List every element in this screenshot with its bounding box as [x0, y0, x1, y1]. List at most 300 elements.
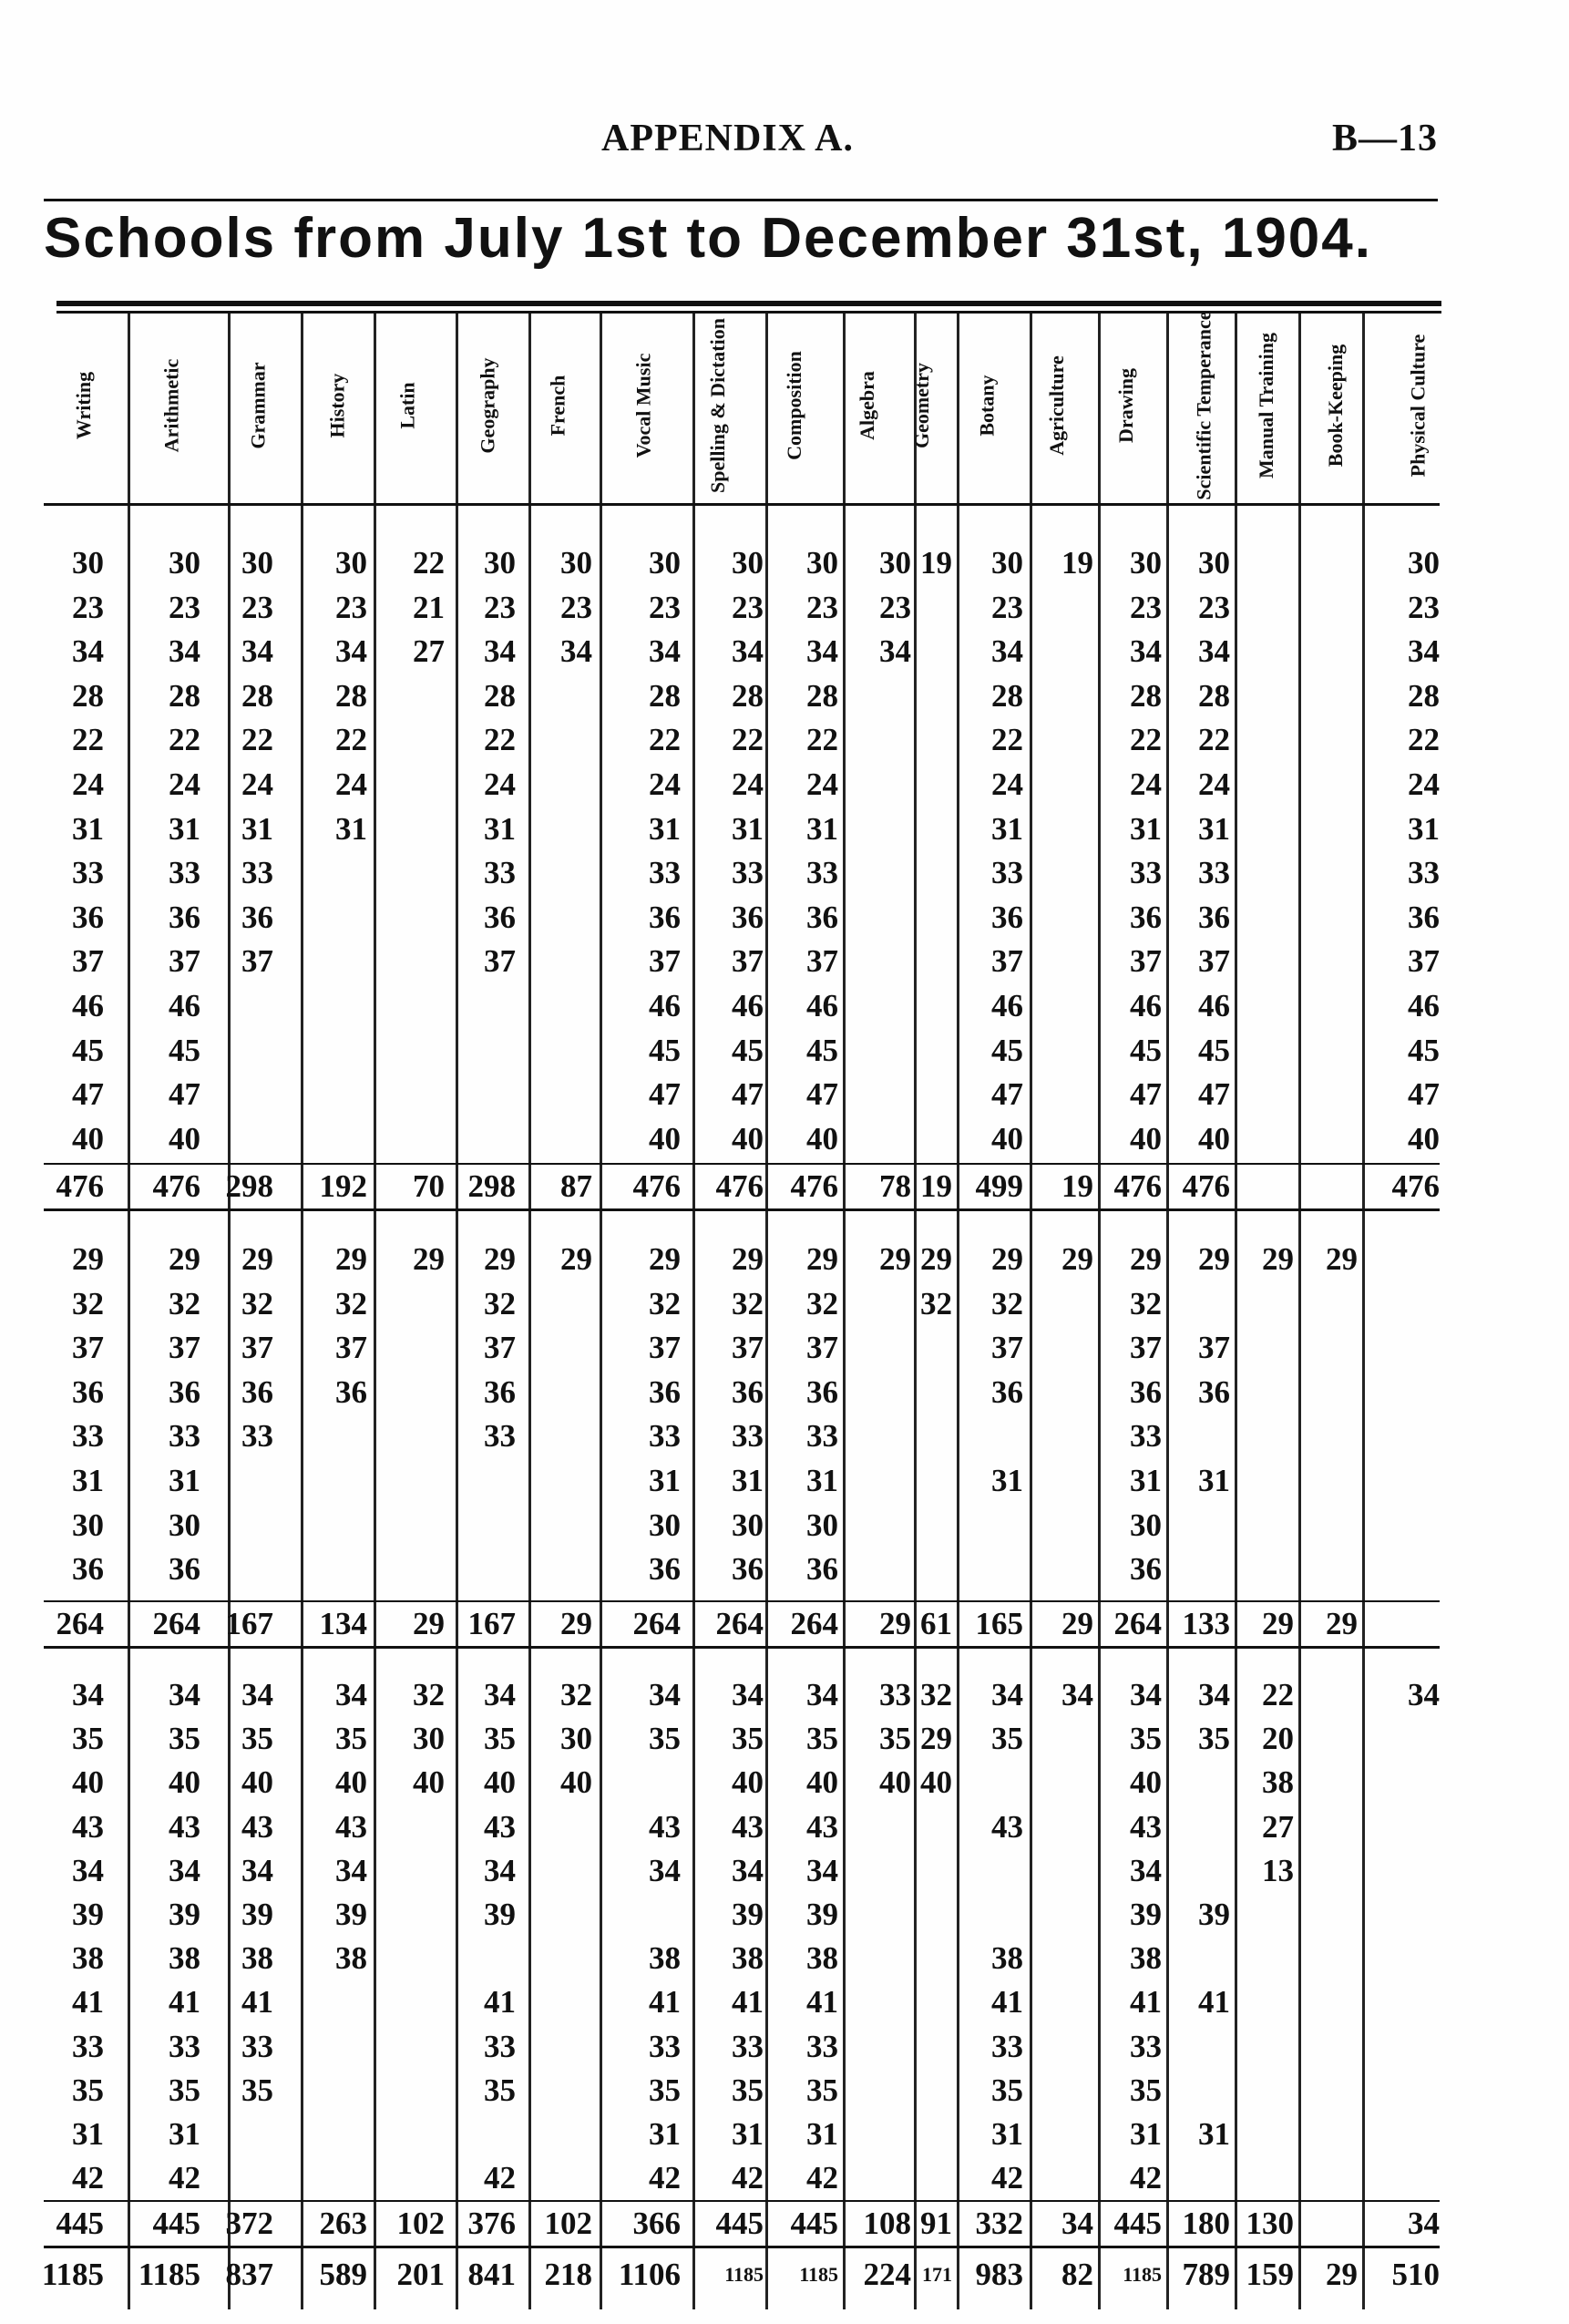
- table-cell: 29: [991, 1241, 1023, 1277]
- grand-total-cell: 837: [225, 2257, 273, 2292]
- subtotal-cell: 91: [920, 2206, 952, 2241]
- table-cell: 31: [72, 2116, 104, 2152]
- table-cell: 36: [1130, 899, 1162, 935]
- table-cell: 36: [484, 1373, 516, 1410]
- table-cell: 37: [1198, 943, 1230, 980]
- table-cell: 40: [413, 1764, 445, 1801]
- table-cell: 39: [1130, 1897, 1162, 1932]
- table-cell: 47: [991, 1076, 1023, 1113]
- grand-total-cell: 159: [1246, 2257, 1294, 2292]
- table-cell: 37: [241, 1330, 273, 1366]
- table-cell: 33: [241, 1418, 273, 1455]
- table-cell: 37: [806, 943, 838, 980]
- table-cell: 42: [649, 2160, 681, 2196]
- table-cell: 34: [72, 1852, 104, 1888]
- table-cell: 39: [72, 1897, 104, 1932]
- table-cell: 23: [72, 589, 104, 625]
- table-cell: 32: [649, 1285, 681, 1321]
- column-divider: [1298, 314, 1301, 2309]
- subtotal-cell: 167: [225, 1606, 273, 1641]
- table-cell: 35: [484, 1721, 516, 1757]
- grand-total-cell: 1106: [618, 2257, 681, 2292]
- section-divider-rule: [44, 1646, 1440, 1649]
- subtotal-cell: 264: [632, 1606, 681, 1641]
- table-cell: 23: [806, 589, 838, 625]
- table-cell: 40: [732, 1764, 764, 1801]
- table-cell: 34: [72, 1677, 104, 1712]
- table-cell: 32: [1130, 1285, 1162, 1321]
- page-title: Schools from July 1st to December 31st, 1904.: [44, 207, 1372, 270]
- table-cell: 41: [806, 1984, 838, 2021]
- table-cell: 34: [335, 1852, 367, 1888]
- table-cell: 21: [413, 589, 445, 625]
- table-cell: 37: [732, 1330, 764, 1366]
- table-cell: 31: [484, 810, 516, 847]
- table-cell: 34: [806, 1677, 838, 1712]
- subtotal-cell: 372: [225, 2206, 273, 2241]
- table-cell: 22: [335, 722, 367, 758]
- column-header-label: Latin: [395, 382, 419, 429]
- table-cell: 30: [1198, 545, 1230, 581]
- table-cell: 31: [72, 1463, 104, 1498]
- table-cell: 35: [732, 2072, 764, 2108]
- subtotal-cell: 29: [1061, 1606, 1093, 1641]
- table-cell: 38: [1262, 1764, 1294, 1801]
- table-cell: 34: [1061, 1677, 1093, 1712]
- subtotal-rule: [44, 2200, 1440, 2202]
- table-cell: 31: [1130, 1463, 1162, 1498]
- table-cell: 36: [484, 899, 516, 935]
- table-cell: 46: [991, 988, 1023, 1023]
- table-cell: 43: [241, 1808, 273, 1845]
- table-cell: 32: [991, 1285, 1023, 1321]
- table-cell: 19: [920, 545, 952, 581]
- table-cell: 33: [879, 1677, 911, 1712]
- table-cell: 33: [732, 855, 764, 891]
- table-cell: 40: [806, 1120, 838, 1157]
- table-cell: 33: [484, 855, 516, 891]
- table-cell: 38: [1130, 1940, 1162, 1977]
- subtotal-cell: 130: [1246, 2206, 1294, 2241]
- table-cell: 34: [1408, 633, 1440, 670]
- table-cell: 31: [649, 810, 681, 847]
- table-cell: 43: [732, 1808, 764, 1845]
- table-cell: 22: [169, 722, 200, 758]
- table-cell: 23: [991, 589, 1023, 625]
- column-divider: [600, 314, 602, 2309]
- table-cell: 40: [1130, 1120, 1162, 1157]
- table-cell: 34: [484, 1677, 516, 1712]
- table-cell: 23: [1130, 589, 1162, 625]
- table-cell: 34: [806, 633, 838, 670]
- table-cell: 22: [484, 722, 516, 758]
- table-cell: 32: [335, 1285, 367, 1321]
- table-cell: 31: [1198, 2116, 1230, 2152]
- table-cell: 31: [1408, 810, 1440, 847]
- table-cell: 46: [1408, 988, 1440, 1023]
- column-divider: [957, 314, 959, 2309]
- column-divider: [528, 314, 531, 2309]
- table-cell: 29: [732, 1241, 764, 1277]
- subtotal-cell: 264: [715, 1606, 764, 1641]
- table-cell: 29: [484, 1241, 516, 1277]
- table-cell: 37: [169, 1330, 200, 1366]
- table-cell: 30: [649, 1506, 681, 1543]
- table-cell: 40: [806, 1764, 838, 1801]
- table-cell: 34: [241, 1852, 273, 1888]
- subtotal-cell: 61: [920, 1606, 952, 1641]
- table-cell: 33: [1130, 855, 1162, 891]
- column-header: [456, 310, 520, 501]
- table-cell: 36: [72, 1551, 104, 1588]
- table-cell: 40: [241, 1764, 273, 1801]
- table-cell: 28: [484, 677, 516, 714]
- table-cell: 28: [335, 677, 367, 714]
- table-cell: 38: [649, 1940, 681, 1977]
- table-cell: 34: [732, 633, 764, 670]
- table-cell: 41: [72, 1984, 104, 2021]
- subtotal-cell: 102: [544, 2206, 592, 2241]
- table-cell: 24: [484, 766, 516, 802]
- table-cell: 41: [649, 1984, 681, 2021]
- table-cell: 45: [732, 1032, 764, 1068]
- table-cell: 39: [806, 1897, 838, 1932]
- table-cell: 31: [241, 810, 273, 847]
- subtotal-cell: 445: [790, 2206, 838, 2241]
- table-cell: 41: [991, 1984, 1023, 2021]
- column-header-label: Vocal Music: [631, 353, 654, 458]
- table-cell: 37: [991, 1330, 1023, 1366]
- table-cell: 37: [991, 943, 1023, 980]
- table-cell: 36: [806, 1551, 838, 1588]
- table-cell: 45: [169, 1032, 200, 1068]
- subtotal-cell: 34: [1061, 2206, 1093, 2241]
- table-cell: 45: [72, 1032, 104, 1068]
- table-cell: 32: [72, 1285, 104, 1321]
- table-cell: 45: [1130, 1032, 1162, 1068]
- grand-total-cell: 841: [467, 2257, 516, 2292]
- table-cell: 35: [1198, 1721, 1230, 1757]
- column-divider: [1235, 314, 1237, 2309]
- table-cell: 34: [169, 633, 200, 670]
- table-cell: 36: [732, 1551, 764, 1588]
- table-cell: 34: [72, 633, 104, 670]
- table-cell: 36: [649, 1551, 681, 1588]
- column-header-label: Botany: [976, 375, 999, 437]
- table-cell: 30: [169, 1506, 200, 1543]
- table-cell: 35: [1130, 2072, 1162, 2108]
- table-cell: 31: [806, 2116, 838, 2152]
- table-cell: 29: [920, 1721, 952, 1757]
- subtotal-cell: 264: [56, 1606, 104, 1641]
- table-cell: 22: [1198, 722, 1230, 758]
- table-cell: 29: [649, 1241, 681, 1277]
- table-cell: 33: [1130, 2028, 1162, 2064]
- table-cell: 34: [169, 1677, 200, 1712]
- table-cell: 46: [732, 988, 764, 1023]
- table-cell: 42: [72, 2160, 104, 2196]
- table-cell: 47: [1198, 1076, 1230, 1113]
- table-cell: 35: [649, 2072, 681, 2108]
- table-cell: 40: [920, 1764, 952, 1801]
- table-cell: 31: [72, 810, 104, 847]
- subtotal-cell: 180: [1182, 2206, 1230, 2241]
- table-cell: 28: [991, 677, 1023, 714]
- table-cell: 29: [335, 1241, 367, 1277]
- table-cell: 31: [169, 2116, 200, 2152]
- table-cell: 24: [241, 766, 273, 802]
- section-divider-rule: [44, 2246, 1440, 2248]
- table-cell: 19: [1061, 545, 1093, 581]
- table-cell: 42: [1130, 2160, 1162, 2196]
- table-cell: 30: [72, 545, 104, 581]
- table-cell: 37: [806, 1330, 838, 1366]
- table-cell: 45: [806, 1032, 838, 1068]
- column-header-label: Physical Culture: [1406, 334, 1429, 478]
- table-cell: 30: [560, 1721, 592, 1757]
- table-cell: 36: [169, 1551, 200, 1588]
- table-cell: 24: [1198, 766, 1230, 802]
- table-cell: 40: [1408, 1120, 1440, 1157]
- table-cell: 34: [484, 633, 516, 670]
- table-cell: 39: [335, 1897, 367, 1932]
- subtotal-cell: 29: [1262, 1606, 1294, 1641]
- table-cell: 27: [413, 633, 445, 670]
- subtotal-cell: 332: [975, 2206, 1023, 2241]
- table-cell: 34: [649, 633, 681, 670]
- table-cell: 33: [991, 2028, 1023, 2064]
- column-header: [376, 310, 440, 501]
- table-cell: 34: [732, 1852, 764, 1888]
- table-cell: 35: [72, 2072, 104, 2108]
- subtotal-cell: 108: [863, 2206, 911, 2241]
- table-cell: 46: [72, 988, 104, 1023]
- table-cell: 34: [1130, 1852, 1162, 1888]
- table-cell: 29: [241, 1241, 273, 1277]
- table-cell: 30: [413, 1721, 445, 1757]
- table-cell: 47: [649, 1076, 681, 1113]
- subtotal-cell: 29: [1326, 1606, 1358, 1641]
- table-cell: 22: [1408, 722, 1440, 758]
- subtotal-cell: 445: [56, 2206, 104, 2241]
- table-cell: 38: [241, 1940, 273, 1977]
- table-cell: 43: [649, 1808, 681, 1845]
- table-cell: 24: [732, 766, 764, 802]
- table-cell: 33: [484, 2028, 516, 2064]
- subtotal-cell: 165: [975, 1606, 1023, 1641]
- table-cell: 30: [169, 545, 200, 581]
- table-cell: 36: [649, 899, 681, 935]
- column-header: [611, 310, 675, 501]
- grand-total-cell: 589: [319, 2257, 367, 2292]
- table-cell: 42: [732, 2160, 764, 2196]
- table-cell: 27: [1262, 1808, 1294, 1845]
- section-divider-rule: [44, 1208, 1440, 1211]
- table-cell: 35: [241, 1721, 273, 1757]
- subtotal-cell: 29: [879, 1606, 911, 1641]
- table-cell: 22: [1262, 1677, 1294, 1712]
- table-cell: 45: [1198, 1032, 1230, 1068]
- table-cell: 28: [169, 677, 200, 714]
- table-cell: 39: [1198, 1897, 1230, 1932]
- subtotal-cell: 476: [790, 1168, 838, 1204]
- table-cell: 35: [335, 1721, 367, 1757]
- table-cell: 24: [72, 766, 104, 802]
- table-cell: 34: [484, 1852, 516, 1888]
- table-cell: 37: [1198, 1330, 1230, 1366]
- subtotal-cell: 476: [1182, 1168, 1230, 1204]
- column-header-label: Geometry: [910, 362, 933, 449]
- table-cell: 23: [484, 589, 516, 625]
- table-cell: 29: [879, 1241, 911, 1277]
- table-cell: 33: [1130, 1418, 1162, 1455]
- subtotal-cell: 499: [975, 1168, 1023, 1204]
- table-cell: 41: [1130, 1984, 1162, 2021]
- column-header-label: Writing: [72, 371, 95, 440]
- table-cell: 36: [169, 899, 200, 935]
- column-header-label: Agriculture: [1045, 355, 1069, 456]
- table-cell: 30: [732, 1506, 764, 1543]
- table-cell: 38: [169, 1940, 200, 1977]
- table-cell: 40: [169, 1120, 200, 1157]
- table-cell: 31: [335, 810, 367, 847]
- table-cell: 31: [991, 2116, 1023, 2152]
- table-cell: 37: [241, 943, 273, 980]
- table-cell: 37: [1408, 943, 1440, 980]
- table-cell: 22: [732, 722, 764, 758]
- table-cell: 36: [72, 899, 104, 935]
- column-header-label: Arithmetic: [159, 358, 182, 453]
- table-cell: 43: [335, 1808, 367, 1845]
- subtotal-cell: 263: [319, 2206, 367, 2241]
- appendix-heading: APPENDIX A.: [601, 118, 855, 159]
- table-cell: 33: [806, 855, 838, 891]
- table-cell: 34: [991, 633, 1023, 670]
- table-cell: 29: [1198, 1241, 1230, 1277]
- table-cell: 37: [732, 943, 764, 980]
- subtotal-cell: 264: [152, 1606, 200, 1641]
- table-cell: 31: [1198, 1463, 1230, 1498]
- table-cell: 45: [649, 1032, 681, 1068]
- table-cell: 31: [732, 810, 764, 847]
- table-cell: 46: [1198, 988, 1230, 1023]
- table-cell: 40: [72, 1120, 104, 1157]
- table-cell: 46: [1130, 988, 1162, 1023]
- table-cell: 36: [649, 1373, 681, 1410]
- column-divider: [843, 314, 846, 2309]
- table-cell: 36: [806, 899, 838, 935]
- column-header: [1025, 310, 1089, 501]
- table-cell: 35: [732, 1721, 764, 1757]
- table-cell: 34: [241, 1677, 273, 1712]
- page-reference: B—13: [1332, 118, 1439, 159]
- subtotal-cell: 34: [1408, 2206, 1440, 2241]
- table-cell: 37: [484, 1330, 516, 1366]
- table-cell: 31: [649, 1463, 681, 1498]
- table-cell: 33: [484, 1418, 516, 1455]
- table-cell: 35: [806, 2072, 838, 2108]
- grand-total-cell: 789: [1182, 2257, 1230, 2292]
- table-cell: 43: [169, 1808, 200, 1845]
- table-cell: 30: [991, 545, 1023, 581]
- table-cell: 28: [732, 677, 764, 714]
- table-cell: 41: [1198, 1984, 1230, 2021]
- column-divider: [374, 314, 376, 2309]
- table-cell: 20: [1262, 1721, 1294, 1757]
- table-cell: 32: [560, 1677, 592, 1712]
- table-cell: 23: [241, 589, 273, 625]
- table-cell: 37: [72, 1330, 104, 1366]
- table-cell: 43: [1130, 1808, 1162, 1845]
- table-cell: 31: [1198, 810, 1230, 847]
- column-header: [890, 310, 954, 501]
- table-cell: 35: [169, 2072, 200, 2108]
- table-cell: 47: [732, 1076, 764, 1113]
- table-cell: 33: [732, 2028, 764, 2064]
- table-cell: 33: [169, 855, 200, 891]
- table-cell: 38: [72, 1940, 104, 1977]
- table-cell: 39: [484, 1897, 516, 1932]
- table-cell: 34: [1408, 1677, 1440, 1712]
- table-cell: 38: [335, 1940, 367, 1977]
- table-cell: 36: [1198, 899, 1230, 935]
- table-cell: 28: [649, 677, 681, 714]
- grand-total-cell: 510: [1391, 2257, 1440, 2292]
- table-cell: 34: [335, 633, 367, 670]
- subtotal-rule: [44, 1163, 1440, 1165]
- table-cell: 35: [484, 2072, 516, 2108]
- subtotal-cell: 70: [413, 1168, 445, 1204]
- table-cell: 24: [1130, 766, 1162, 802]
- table-cell: 30: [560, 545, 592, 581]
- table-cell: 35: [991, 2072, 1023, 2108]
- column-divider: [765, 314, 768, 2309]
- table-cell: 23: [1198, 589, 1230, 625]
- grand-total-cell: 29: [1326, 2257, 1358, 2292]
- table-cell: 35: [806, 1721, 838, 1757]
- table-cell: 33: [169, 1418, 200, 1455]
- table-cell: 37: [649, 943, 681, 980]
- table-cell: 36: [72, 1373, 104, 1410]
- table-cell: 33: [991, 855, 1023, 891]
- table-cell: 40: [991, 1120, 1023, 1157]
- column-header: [686, 310, 750, 501]
- column-header-label: Manual Training: [1255, 333, 1278, 478]
- table-cell: 35: [649, 1721, 681, 1757]
- table-cell: 37: [335, 1330, 367, 1366]
- table-cell: 31: [649, 2116, 681, 2152]
- table-cell: 37: [72, 943, 104, 980]
- table-cell: 22: [991, 722, 1023, 758]
- table-cell: 23: [732, 589, 764, 625]
- grand-total-cell: 983: [975, 2257, 1023, 2292]
- grand-total-cell: 224: [863, 2257, 911, 2292]
- table-cell: 32: [732, 1285, 764, 1321]
- column-divider: [301, 314, 303, 2309]
- table-cell: 40: [732, 1120, 764, 1157]
- table-cell: 24: [649, 766, 681, 802]
- table-cell: 22: [649, 722, 681, 758]
- table-cell: 22: [1130, 722, 1162, 758]
- column-header: [526, 310, 590, 501]
- table-cell: 28: [241, 677, 273, 714]
- table-cell: 23: [649, 589, 681, 625]
- table-cell: 47: [1130, 1076, 1162, 1113]
- column-header: [1386, 310, 1450, 501]
- table-cell: 22: [413, 545, 445, 581]
- table-cell: 39: [241, 1897, 273, 1932]
- table-cell: 46: [169, 988, 200, 1023]
